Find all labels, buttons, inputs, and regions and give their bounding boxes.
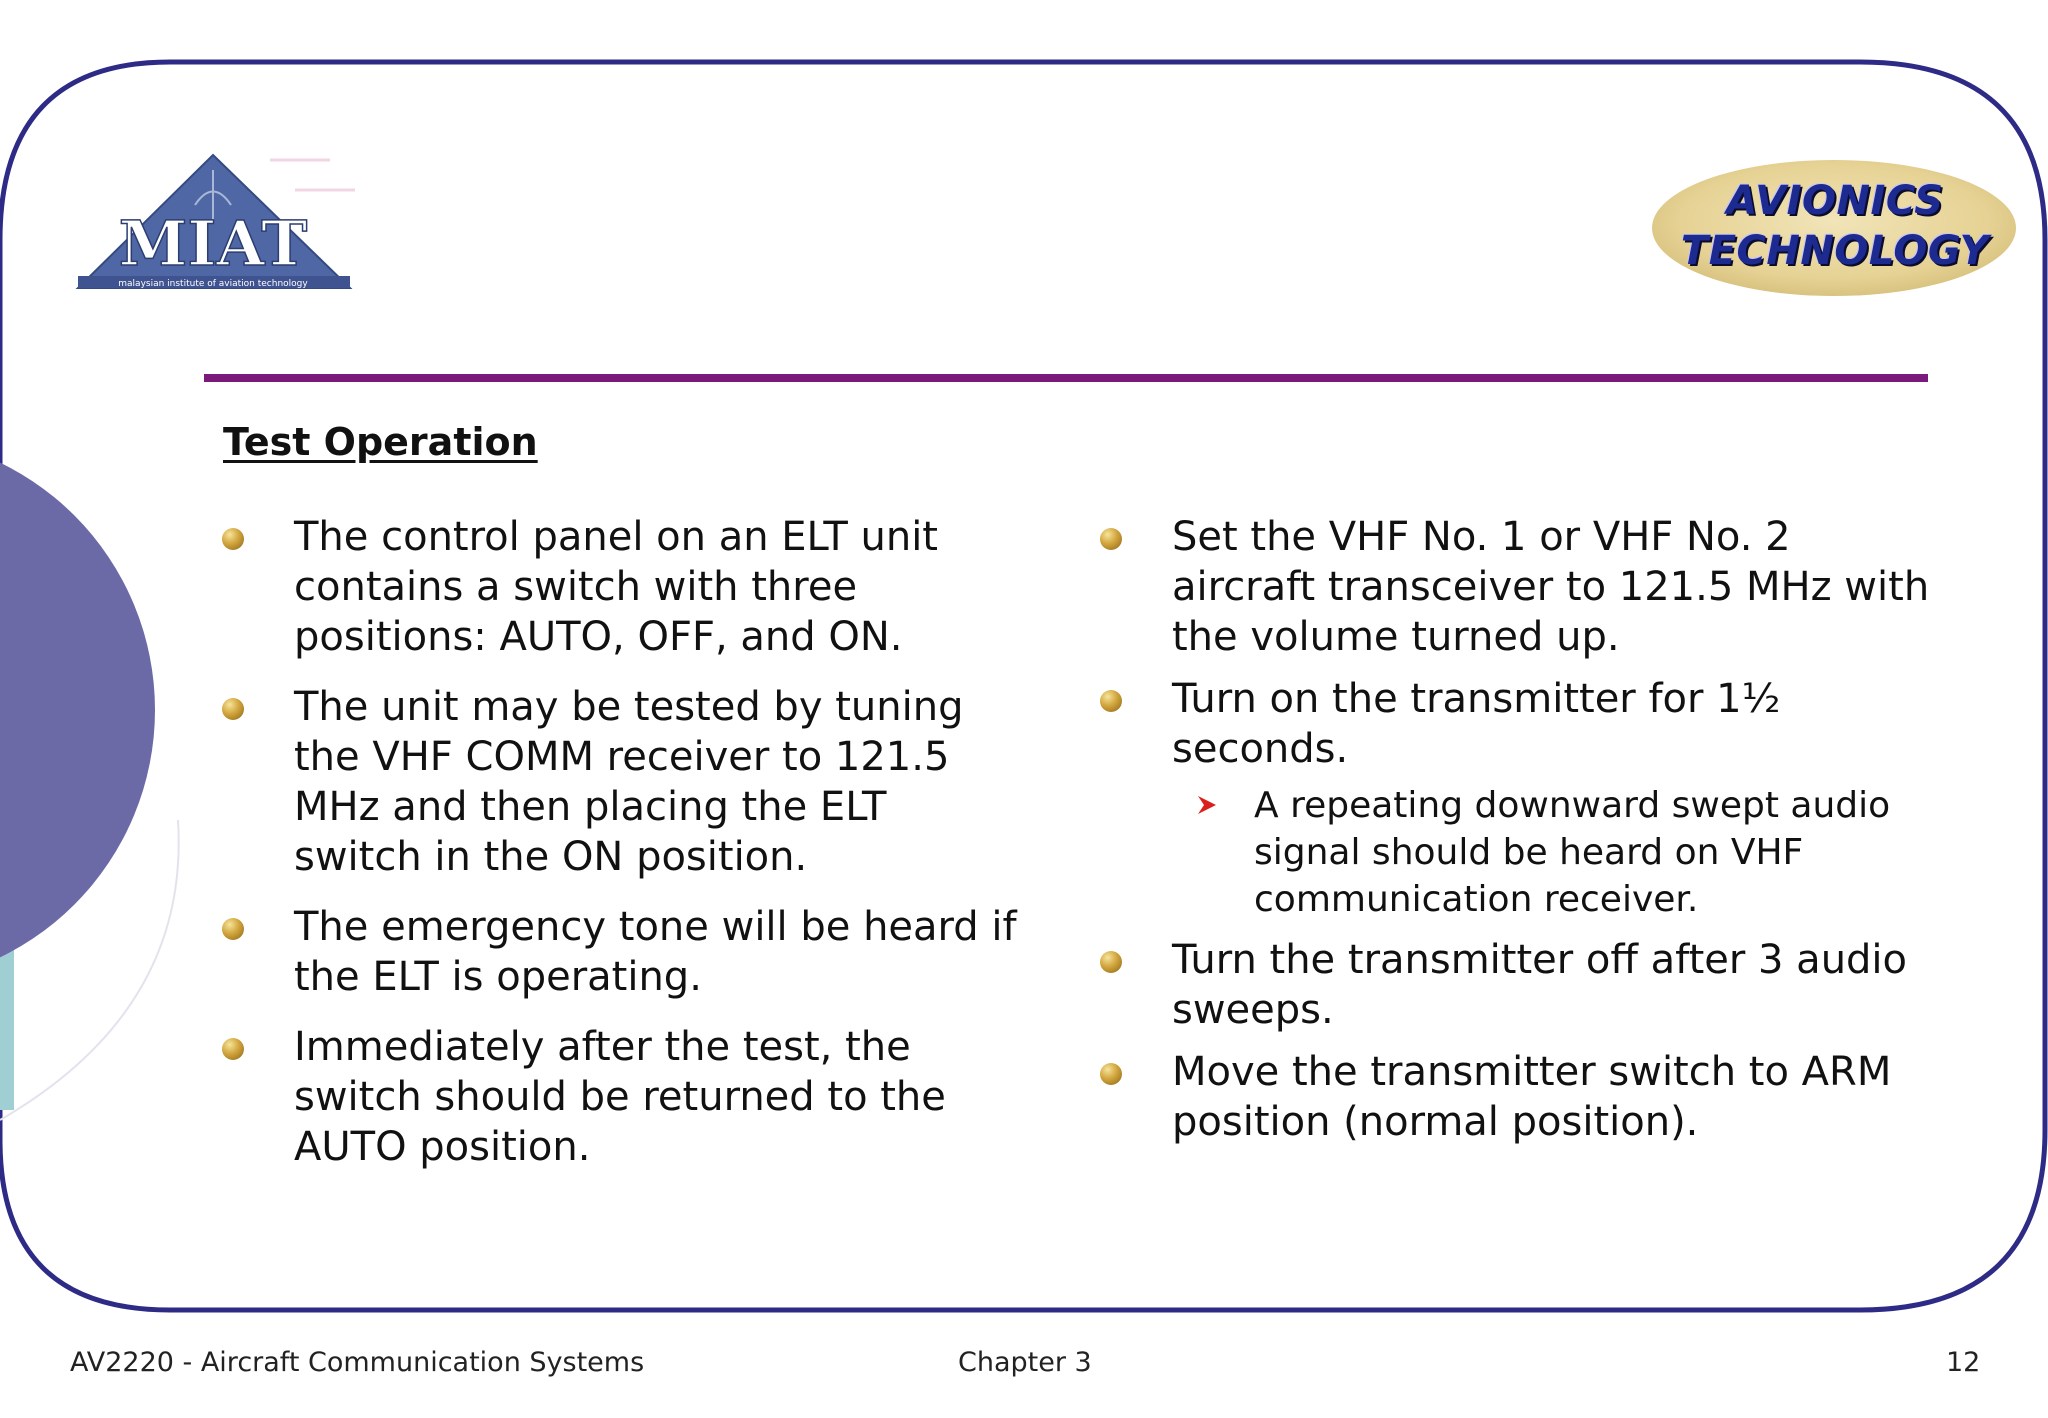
sub-bullet-text: A repeating downward swept audio signal should be heard on VHF communication receiver. bbox=[1254, 785, 1891, 920]
bullet-text: Turn on the transmitter for 1½ seconds. bbox=[1172, 676, 1781, 772]
bullet-text: Move the transmitter switch to ARM position (normal position). bbox=[1172, 1049, 1892, 1145]
gold-dot-icon bbox=[222, 698, 244, 720]
red-arrowhead-icon bbox=[1196, 794, 1218, 816]
bullet-item bbox=[1098, 1047, 1938, 1147]
bullet-text: The emergency tone will be heard if the ELT is operating. bbox=[294, 904, 1017, 1000]
side-circle bbox=[0, 435, 155, 985]
gold-dot-icon bbox=[222, 918, 244, 940]
badge-line-1: AVIONICS bbox=[1726, 178, 1944, 224]
gold-dot-icon bbox=[1100, 528, 1122, 550]
bullet-item bbox=[1098, 512, 1938, 662]
badge-text bbox=[1650, 176, 2020, 276]
avionics-technology-badge bbox=[1650, 158, 2020, 298]
bullet-text: Immediately after the test, the switch should be returned to the AUTO position. bbox=[294, 1024, 946, 1170]
title-divider bbox=[204, 374, 1928, 382]
footer-chapter: Chapter 3 bbox=[958, 1347, 1092, 1378]
slide-title: Test Operation bbox=[223, 420, 538, 464]
gold-dot-icon bbox=[1100, 951, 1122, 973]
gold-dot-icon bbox=[222, 528, 244, 550]
gold-dot-icon bbox=[1100, 1063, 1122, 1085]
left-column bbox=[220, 512, 1020, 1192]
bullet-item bbox=[1098, 935, 1938, 1035]
bullet-text: The unit may be tested by tuning the VHF COMM receiver to 121.5 MHz and then placing the ELT switch in the ON position. bbox=[294, 684, 964, 880]
sub-bullet-item bbox=[1098, 782, 1938, 923]
footer-page-number: 12 bbox=[1946, 1347, 1981, 1378]
svg-text:malaysian institute of aviatio: malaysian institute of aviation technology bbox=[118, 279, 308, 289]
gold-dot-icon bbox=[222, 1038, 244, 1060]
gold-dot-icon bbox=[1100, 690, 1122, 712]
miat-logo-graphic bbox=[70, 150, 360, 300]
right-column bbox=[1098, 512, 1938, 1159]
bullet-text: Turn the transmitter off after 3 audio sweeps. bbox=[1172, 937, 1908, 1033]
miat-logo bbox=[70, 150, 360, 300]
bullet-text: The control panel on an ELT unit contains a switch with three positions: AUTO, OFF, and ON. bbox=[294, 514, 938, 660]
bullet-text: Set the VHF No. 1 or VHF No. 2 aircraft transceiver to 121.5 MHz with the volume turned up. bbox=[1172, 514, 1930, 660]
bullet-item bbox=[220, 1022, 1020, 1172]
svg-text:MIAT: MIAT bbox=[118, 207, 308, 280]
bullet-item bbox=[220, 512, 1020, 662]
badge-line-2: TECHNOLOGY bbox=[1680, 228, 1990, 274]
bullet-item bbox=[220, 682, 1020, 882]
footer-course: AV2220 - Aircraft Communication Systems bbox=[70, 1347, 645, 1378]
bullet-item bbox=[220, 902, 1020, 1002]
bullet-item bbox=[1098, 674, 1938, 774]
